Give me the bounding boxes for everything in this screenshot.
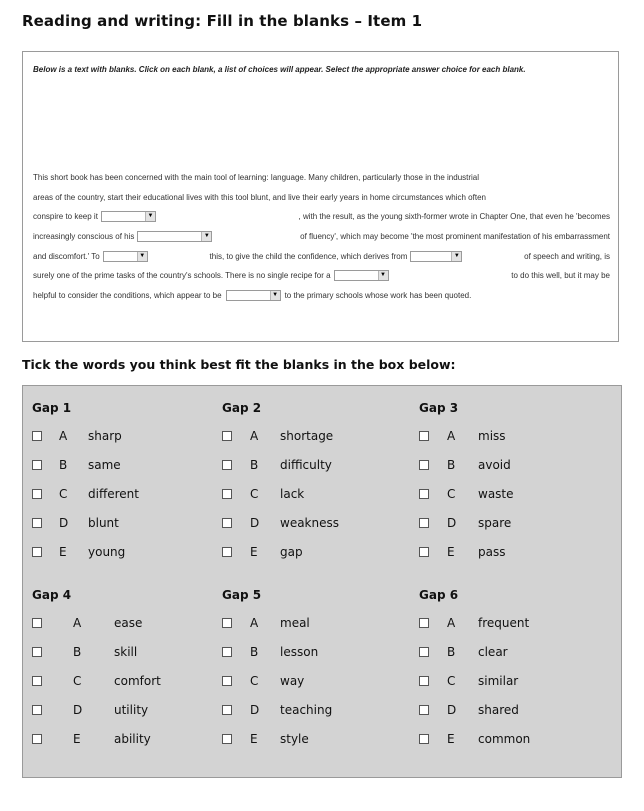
option-word: clear xyxy=(478,645,508,659)
option-letter: C xyxy=(250,487,259,501)
option-row[interactable] xyxy=(419,516,599,532)
passage-fragment: of speech and writing, is xyxy=(524,251,610,261)
option-letter: A xyxy=(59,429,68,443)
option-word: teaching xyxy=(280,703,333,717)
passage-line xyxy=(33,286,610,306)
checkbox[interactable] xyxy=(419,547,429,557)
option-letter: A xyxy=(447,616,456,630)
gap-title: Gap 5 xyxy=(222,588,262,602)
checkbox[interactable] xyxy=(32,518,42,528)
option-letter: D xyxy=(59,516,69,530)
option-word: waste xyxy=(478,487,514,501)
option-row[interactable] xyxy=(419,732,599,748)
option-word: frequent xyxy=(478,616,530,630)
option-word: meal xyxy=(280,616,310,630)
option-row[interactable] xyxy=(32,732,212,748)
option-letter: D xyxy=(250,516,260,530)
option-row[interactable] xyxy=(419,645,599,661)
option-row[interactable] xyxy=(419,703,599,719)
gap-1-group xyxy=(32,400,212,559)
passage-line: This short book has been concerned with the main tool of learning: language. Many children, particularly those in the industrial xyxy=(33,173,480,183)
option-letter: A xyxy=(250,616,259,630)
option-letter: B xyxy=(59,458,68,472)
option-row[interactable] xyxy=(222,516,402,532)
checkbox[interactable] xyxy=(32,618,42,628)
option-row[interactable] xyxy=(32,645,212,661)
checkbox[interactable] xyxy=(419,518,429,528)
chevron-down-icon: ▼ xyxy=(451,252,461,261)
option-word: sharp xyxy=(88,429,122,443)
checkbox[interactable] xyxy=(419,734,429,744)
passage-fragment: surely one of the prime tasks of the country's schools. There is no single recipe for a xyxy=(33,271,331,281)
option-row[interactable] xyxy=(32,616,212,632)
option-letter: E xyxy=(447,732,455,746)
option-row[interactable] xyxy=(419,458,599,474)
checkbox[interactable] xyxy=(419,676,429,686)
checkbox[interactable] xyxy=(222,705,232,715)
checkbox[interactable] xyxy=(32,734,42,744)
chevron-down-icon: ▼ xyxy=(378,271,388,280)
passage-line xyxy=(33,207,610,227)
option-row[interactable] xyxy=(419,674,599,690)
instruction-text: Below is a text with blanks. Click on each blank, a list of choices will appear. Select the appropriate answer choice for each blank. xyxy=(33,65,526,74)
option-row[interactable] xyxy=(419,429,599,445)
option-word: lesson xyxy=(280,645,319,659)
option-letter: A xyxy=(250,429,259,443)
passage-line xyxy=(33,266,610,286)
checkbox[interactable] xyxy=(222,734,232,744)
gap-2-select[interactable] xyxy=(137,231,212,242)
option-word: way xyxy=(280,674,305,688)
option-letter: D xyxy=(73,703,83,717)
checkbox[interactable] xyxy=(222,431,232,441)
option-row[interactable] xyxy=(32,545,212,561)
checkbox[interactable] xyxy=(222,676,232,686)
option-letter: C xyxy=(447,487,456,501)
option-word: avoid xyxy=(478,458,511,472)
option-row[interactable] xyxy=(32,487,212,503)
gap-title: Gap 6 xyxy=(419,588,459,602)
checkbox[interactable] xyxy=(32,431,42,441)
checkbox[interactable] xyxy=(419,431,429,441)
option-row[interactable] xyxy=(32,516,212,532)
checkbox[interactable] xyxy=(419,647,429,657)
option-row[interactable] xyxy=(222,458,402,474)
option-row[interactable] xyxy=(222,487,402,503)
option-word: style xyxy=(280,732,309,746)
option-row[interactable] xyxy=(222,645,402,661)
option-row[interactable] xyxy=(222,732,402,748)
option-letter: B xyxy=(447,458,456,472)
passage-fragment: helpful to consider the conditions, which appear to be xyxy=(33,290,222,300)
passage-fragment: to the primary schools whose work has been quoted. xyxy=(284,290,472,300)
chevron-down-icon: ▼ xyxy=(137,252,147,261)
option-letter: C xyxy=(447,674,456,688)
gap-4-group xyxy=(32,587,212,746)
checkbox[interactable] xyxy=(419,460,429,470)
option-word: utility xyxy=(114,703,149,717)
option-word: ease xyxy=(114,616,143,630)
option-letter: E xyxy=(447,545,455,559)
option-letter: A xyxy=(447,429,456,443)
gap-title: Gap 4 xyxy=(32,588,72,602)
gap-5-select[interactable] xyxy=(334,270,389,281)
passage-line xyxy=(33,246,610,266)
passage-line xyxy=(33,227,610,247)
option-letter: C xyxy=(73,674,82,688)
gap-3-select[interactable] xyxy=(103,251,148,262)
checkbox[interactable] xyxy=(222,518,232,528)
passage-panel xyxy=(22,51,619,342)
chevron-down-icon: ▼ xyxy=(201,232,211,241)
option-letter: B xyxy=(250,458,259,472)
option-row[interactable] xyxy=(222,616,402,632)
option-row[interactable] xyxy=(222,429,402,445)
option-row[interactable] xyxy=(222,703,402,719)
option-word: similar xyxy=(478,674,519,688)
checkbox[interactable] xyxy=(222,460,232,470)
tick-heading: Tick the words you think best fit the blanks in the box below: xyxy=(22,357,456,372)
option-word: gap xyxy=(280,545,303,559)
gap-2-group xyxy=(222,400,402,559)
option-letter: A xyxy=(73,616,82,630)
option-word: comfort xyxy=(114,674,161,688)
passage-fragment: of fluency', which may become 'the most prominent manifestation of his embarrassment xyxy=(300,232,610,242)
option-word: shortage xyxy=(280,429,334,443)
chevron-down-icon: ▼ xyxy=(145,212,155,221)
checkbox[interactable] xyxy=(222,618,232,628)
option-letter: B xyxy=(447,645,456,659)
option-row[interactable] xyxy=(419,545,599,561)
gap-title: Gap 2 xyxy=(222,401,262,415)
answer-options-panel xyxy=(22,385,622,778)
option-word: common xyxy=(478,732,531,746)
checkbox[interactable] xyxy=(32,705,42,715)
gap-title: Gap 3 xyxy=(419,401,459,415)
option-word: blunt xyxy=(88,516,119,530)
gap-title: Gap 1 xyxy=(32,401,72,415)
checkbox[interactable] xyxy=(419,489,429,499)
option-word: weakness xyxy=(280,516,339,530)
passage-fragment: to do this well, but it may be xyxy=(511,271,610,281)
page-title: Reading and writing: Fill in the blanks – Item 1 xyxy=(22,12,423,30)
chevron-down-icon: ▼ xyxy=(270,291,280,300)
checkbox[interactable] xyxy=(32,676,42,686)
option-letter: B xyxy=(73,645,82,659)
option-word: ability xyxy=(114,732,151,746)
gap-3-group xyxy=(419,400,599,559)
option-word: lack xyxy=(280,487,305,501)
passage-text xyxy=(33,168,610,305)
option-letter: E xyxy=(59,545,67,559)
option-row[interactable] xyxy=(222,545,402,561)
passage-fragment: increasingly conscious of his xyxy=(33,232,135,242)
option-row[interactable] xyxy=(419,487,599,503)
gap-5-group xyxy=(222,587,402,746)
option-word: pass xyxy=(478,545,506,559)
gap-4-select[interactable] xyxy=(410,251,462,262)
option-letter: E xyxy=(250,545,258,559)
checkbox[interactable] xyxy=(222,489,232,499)
option-word: same xyxy=(88,458,121,472)
option-word: young xyxy=(88,545,126,559)
checkbox[interactable] xyxy=(222,647,232,657)
option-letter: E xyxy=(250,732,258,746)
option-row[interactable] xyxy=(32,674,212,690)
checkbox[interactable] xyxy=(32,547,42,557)
checkbox[interactable] xyxy=(32,647,42,657)
option-letter: D xyxy=(447,703,457,717)
option-row[interactable] xyxy=(222,674,402,690)
option-letter: D xyxy=(250,703,260,717)
option-word: spare xyxy=(478,516,512,530)
passage-fragment: this, to give the child the confidence, which derives from xyxy=(209,251,408,261)
gap-6-select[interactable] xyxy=(226,290,281,301)
option-letter: B xyxy=(250,645,259,659)
checkbox[interactable] xyxy=(32,460,42,470)
checkbox[interactable] xyxy=(32,489,42,499)
option-row[interactable] xyxy=(32,703,212,719)
option-letter: C xyxy=(59,487,68,501)
option-word: shared xyxy=(478,703,519,717)
option-word: skill xyxy=(114,645,138,659)
option-letter: E xyxy=(73,732,81,746)
option-row[interactable] xyxy=(32,429,212,445)
option-row[interactable] xyxy=(419,616,599,632)
option-word: different xyxy=(88,487,139,501)
gap-6-group xyxy=(419,587,599,746)
option-word: difficulty xyxy=(280,458,332,472)
option-word: miss xyxy=(478,429,506,443)
passage-fragment: , with the result, as the young sixth-former wrote in Chapter One, that even he 'becomes xyxy=(298,212,610,222)
option-letter: C xyxy=(250,674,259,688)
option-letter: D xyxy=(447,516,457,530)
passage-fragment: conspire to keep it xyxy=(33,212,98,222)
checkbox[interactable] xyxy=(222,547,232,557)
passage-fragment: and discomfort.' To xyxy=(33,251,100,261)
gap-1-select[interactable] xyxy=(101,211,156,222)
checkbox[interactable] xyxy=(419,618,429,628)
option-row[interactable] xyxy=(32,458,212,474)
passage-line: areas of the country, start their educational lives with this tool blunt, and live their early years in home circumstances which often xyxy=(33,192,486,202)
checkbox[interactable] xyxy=(419,705,429,715)
